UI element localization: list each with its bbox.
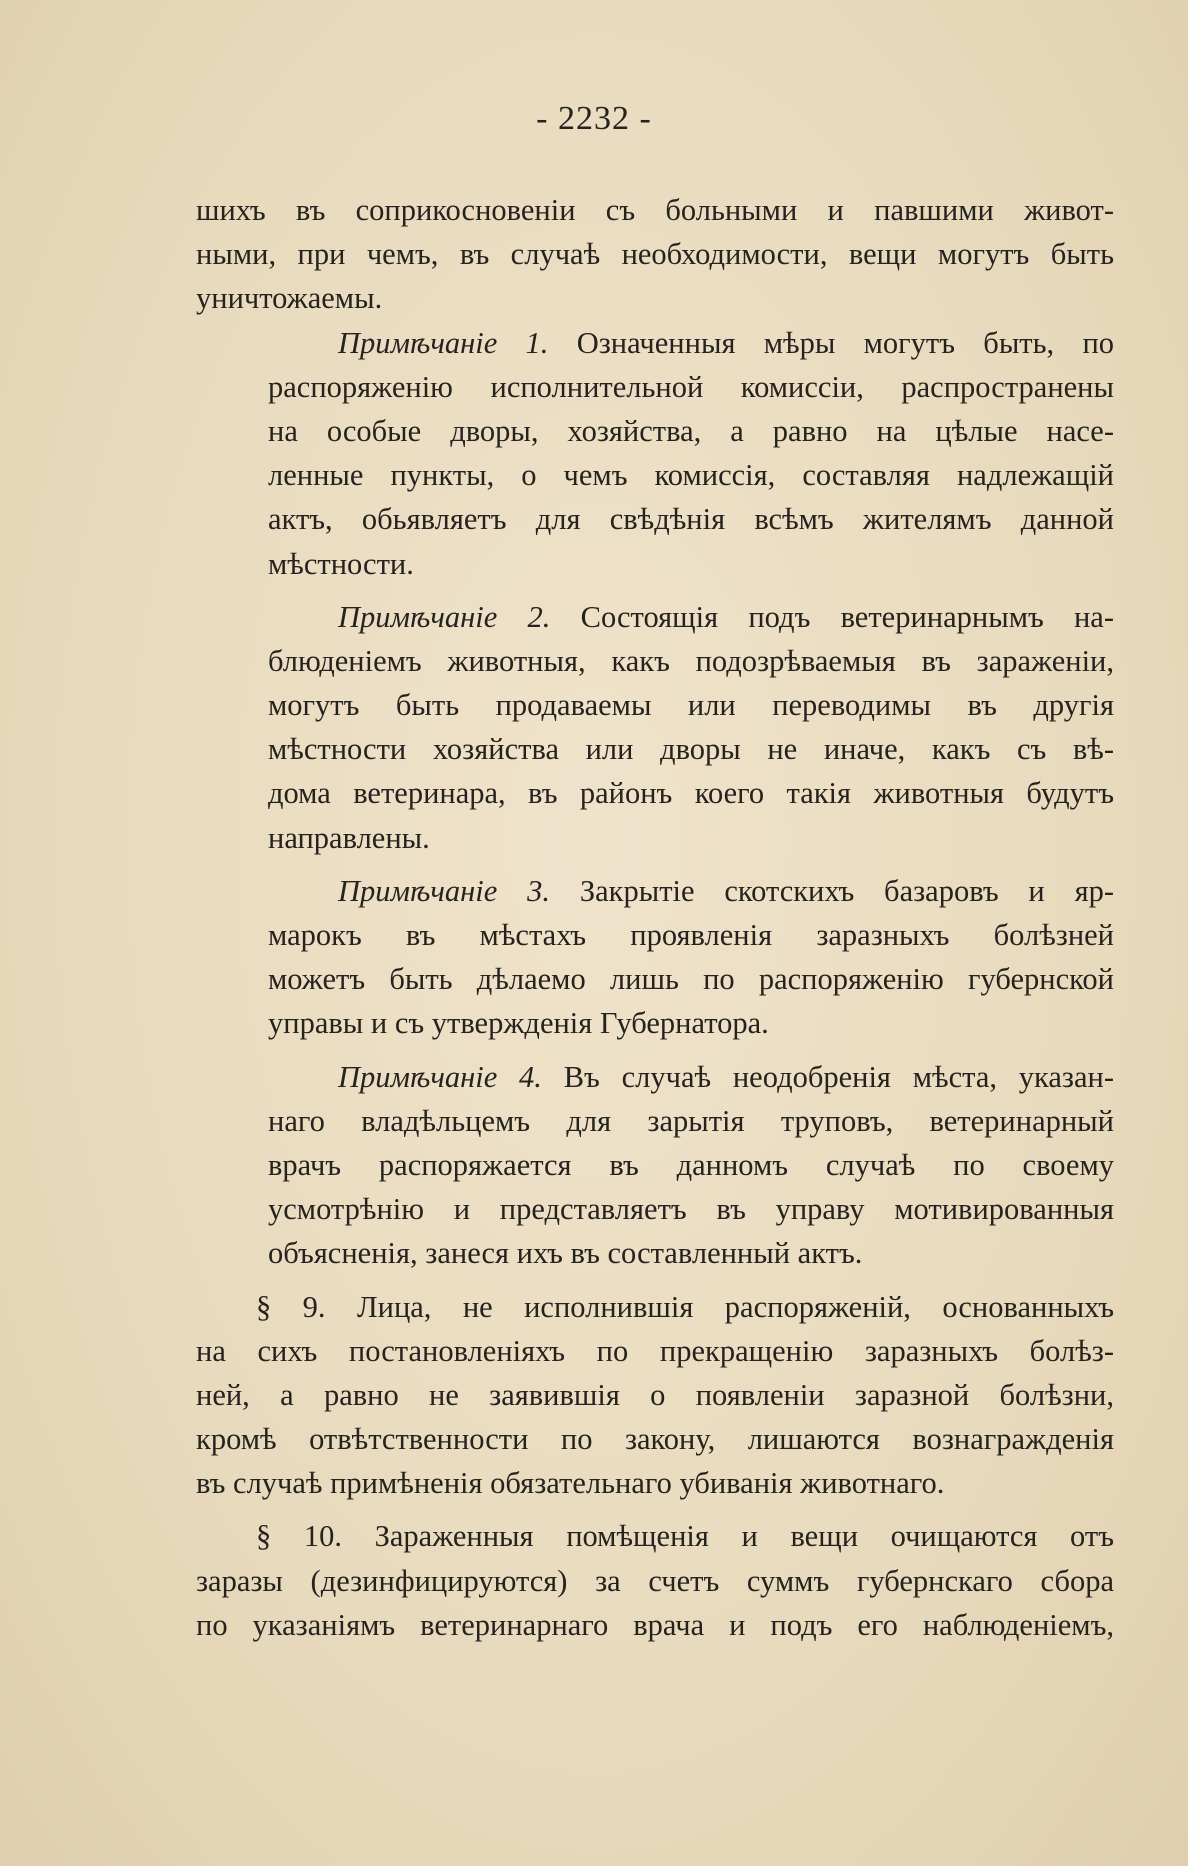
text-line: § 10. Зараженныя помѣщенія и вещи очищаются отъ [256, 1519, 1114, 1554]
text-line: § 9. Лица, не исполнившія распоряженій, основанныхъ [256, 1289, 1114, 1324]
note-label: Примѣчаніе 3. [338, 873, 550, 908]
body-text [196, 188, 1114, 1647]
text-line: усмотрѣнію и представляетъ въ управу мотивированныя [268, 1192, 1114, 1227]
text-line: въ случаѣ примѣненія обязательнаго убиванія животнаго. [196, 1466, 945, 1501]
text-line: ней, а равно не заявившія о появленіи заразной болѣзни, [196, 1377, 1114, 1412]
text-line: распоряженію исполнительной комиссіи, распространены [268, 369, 1114, 404]
text-line: уничтожаемы. [196, 281, 383, 316]
section-9 [196, 1285, 1114, 1506]
text-line: на сихъ постановленіяхъ по прекращенію заразныхъ болѣз- [196, 1333, 1114, 1368]
note-text: Состоящія подъ ветеринарнымъ на- [580, 599, 1115, 634]
note-label: Примѣчаніе 1. [338, 325, 549, 360]
note-1 [196, 321, 1114, 586]
note-label: Примѣчаніе 4. [338, 1059, 542, 1094]
text-line [338, 1055, 1114, 1099]
continuation-paragraph [196, 188, 1114, 321]
text-line: наго владѣльцемъ для зарытія труповъ, ветеринарный [268, 1103, 1114, 1138]
text-line: объясненія, занеся ихъ въ составленный актъ. [268, 1236, 863, 1271]
text-line: мѣстности хозяйства или дворы не иначе, какъ съ вѣ- [268, 732, 1114, 767]
text-line: врачъ распоряжается въ данномъ случаѣ по своему [268, 1147, 1114, 1182]
note-3 [196, 869, 1114, 1046]
note-2 [196, 595, 1114, 860]
text-line: кромѣ отвѣтственности по закону, лишаются вознагражденія [196, 1422, 1114, 1457]
note-text: Въ случаѣ неодобренія мѣста, указан- [563, 1059, 1114, 1094]
text-line: по указаніямъ ветеринарнаго врача и подъ его наблюденіемъ, [196, 1607, 1114, 1642]
page-number: - 2232 - [536, 100, 652, 137]
note-label: Примѣчаніе 2. [338, 599, 551, 634]
text-line: мѣстности. [268, 546, 414, 581]
text-line [338, 321, 1114, 365]
text-line: управы и съ утвержденія Губернатора. [268, 1006, 769, 1041]
text-line: актъ, обьявляетъ для свѣдѣнія всѣмъ жителямъ данной [268, 502, 1114, 537]
text-line: можетъ быть дѣлаемо лишь по распоряженію губернской [268, 962, 1114, 997]
text-line: на особые дворы, хозяйства, а равно на цѣлые насе- [268, 413, 1114, 448]
text-line: ленные пункты, о чемъ комиссія, составляя надлежащій [268, 458, 1114, 493]
text-line: блюденіемъ животныя, какъ подозрѣваемыя въ зараженіи, [268, 643, 1114, 678]
note-text: Закрытіе скотскихъ базаровъ и яр- [579, 873, 1115, 908]
note-4 [196, 1055, 1114, 1276]
text-line: марокъ въ мѣстахъ проявленія заразныхъ болѣзней [268, 918, 1114, 952]
text-line [338, 595, 1114, 639]
text-line: заразы (дезинфицируются) за счетъ суммъ губернскаго сбора [196, 1563, 1114, 1598]
note-text: Означенныя мѣры могутъ быть, по [576, 325, 1115, 360]
text-line: направлены. [268, 820, 430, 855]
text-line: шихъ въ соприкосновеніи съ больными и павшими живот- [196, 193, 1114, 227]
text-line: могутъ быть продаваемы или переводимы въ другія [268, 688, 1114, 723]
section-10 [196, 1514, 1114, 1647]
text-line: дома ветеринара, въ районъ коего такія животныя будутъ [268, 776, 1114, 811]
text-line [338, 869, 1114, 913]
text-line: ными, при чемъ, въ случаѣ необходимости, вещи могутъ быть [196, 237, 1114, 272]
